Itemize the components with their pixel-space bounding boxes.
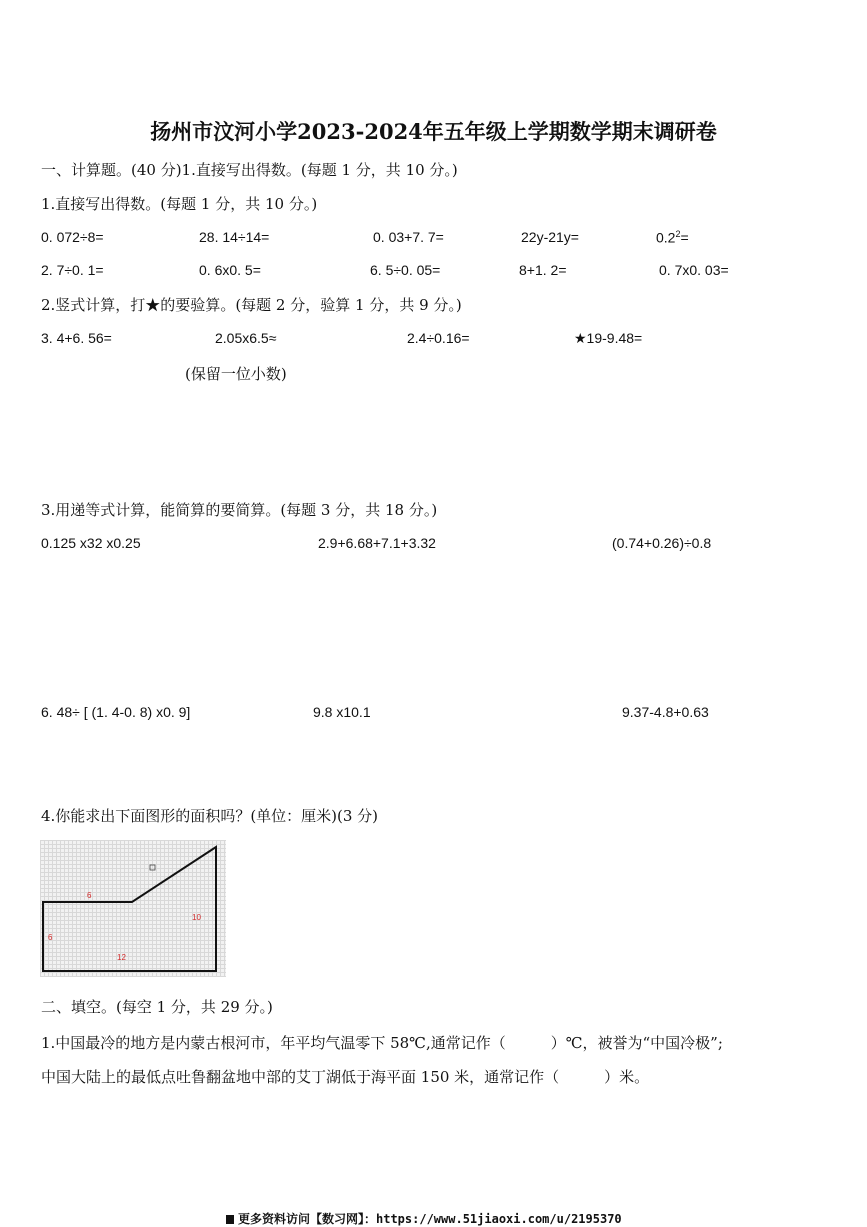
figure-label-bottom: 12 (117, 953, 126, 962)
q2-rounding-note: (保留一位小数) (185, 365, 287, 383)
area-figure-shape (40, 840, 226, 977)
q1-item-3: 0. 03+7. 7= (373, 229, 444, 245)
q3-heading: 3.用递等式计算，能简算的要简算。(每题 3 分，共 18 分。) (41, 501, 438, 519)
footer-link[interactable] (226, 1210, 622, 1227)
q3-item-1: 0.125 x32 x0.25 (41, 535, 141, 551)
q1-item-10: 0. 7x0. 03= (659, 262, 729, 278)
q1-item-5-base: 0.2 (656, 229, 676, 246)
figure-label-left: 6 (48, 933, 53, 942)
q1-item-8: 6. 5÷0. 05= (370, 262, 441, 278)
q3-item-3: (0.74+0.26)÷0.8 (612, 535, 712, 551)
q1-item-5-tail: = (680, 229, 689, 246)
figure-label-right: 10 (192, 913, 201, 922)
q1-item-5 (656, 229, 689, 246)
q2-item-2: 2.05x6.5≈ (215, 330, 277, 346)
q3-item-2: 2.9+6.68+7.1+3.32 (318, 535, 436, 551)
section2-q1-line1: 1.中国最冷的地方是内蒙古根河市，年平均气温零下 58℃,通常记作（ ）℃，被誉为“中国冷极”; (41, 1034, 723, 1052)
q1-item-1: 0. 072÷8= (41, 229, 104, 245)
q1-heading: 1.直接写出得数。(每题 1 分，共 10 分。) (41, 195, 318, 213)
q3-item-4: 6. 48÷ [ (1. 4-0. 8) x0. 9] (41, 704, 191, 720)
section2-q1-line2: 中国大陆上的最低点吐鲁翻盆地中部的艾丁湖低于海平面 150 米，通常记作（ ）米。 (41, 1068, 650, 1086)
q3-item-6: 9.37-4.8+0.63 (622, 704, 709, 720)
q2-item-4: ★19-9.48= (574, 330, 643, 346)
footer-text: 更多资料访问【数习网】：https://www.51jiaoxi.com/u/2195370 (238, 1212, 622, 1226)
q1-item-7: 0. 6x0. 5= (199, 262, 261, 278)
section1-heading: 一、计算题。(40 分)1.直接写出得数。(每题 1 分，共 10 分。) (41, 161, 458, 179)
figure-label-top: 6 (87, 891, 92, 900)
section2-heading: 二、填空。(每空 1 分，共 29 分。) (41, 998, 273, 1016)
q2-heading: 2.竖式计算，打★的要验算。(每题 2 分，验算 1 分，共 9 分。) (41, 296, 462, 314)
q2-item-1: 3. 4+6. 56= (41, 330, 112, 346)
flag-icon (226, 1215, 234, 1224)
q3-item-5: 9.8 x10.1 (313, 704, 371, 720)
q2-item-3: 2.4÷0.16= (407, 330, 470, 346)
q1-item-5-exponent: 2 (675, 229, 681, 239)
q1-item-2: 28. 14÷14= (199, 229, 270, 245)
page-title: 扬州市汶河小学2023-2024年五年级上学期数学期末调研卷 (150, 119, 717, 144)
q4-heading: 4.你能求出下面图形的面积吗？(单位：厘米)(3 分) (41, 807, 379, 825)
area-figure (40, 840, 226, 977)
q1-item-9: 8+1. 2= (519, 262, 567, 278)
q1-item-6: 2. 7÷0. 1= (41, 262, 104, 278)
q1-item-4: 22y-21y= (521, 229, 579, 245)
